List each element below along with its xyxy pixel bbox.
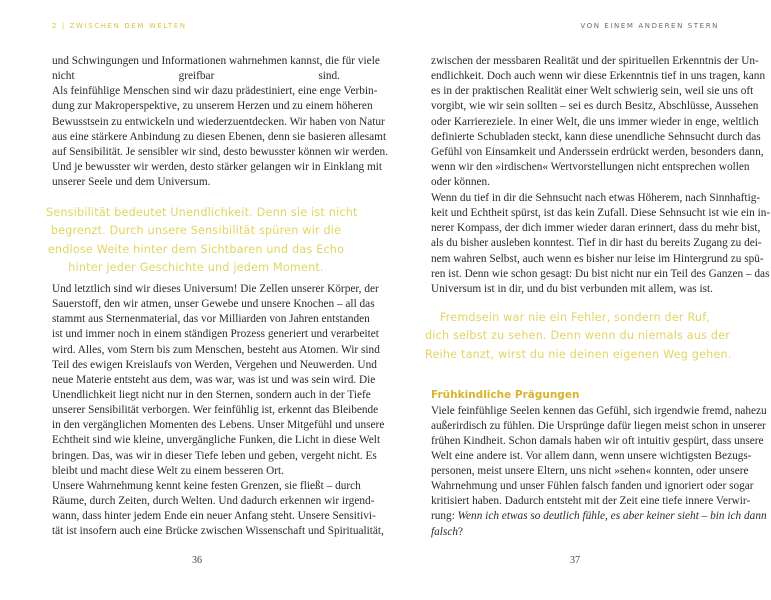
text-line: Sauerstoff, den wir atmen, unser Gewebe und unsere Knochen – all das <box>52 298 375 311</box>
text-line: oder Karriereziele. In einer Welt, die uns immer wieder in enge, weltlich <box>431 115 759 128</box>
text-line: außerirdisch zu fühlen. Die Ursprünge dafür liegen meist schon in unserer <box>431 419 766 432</box>
text-line: ren ist. Denn wie schon gesagt: Du bist nicht nur ein Teil des Ganzen – das <box>431 267 770 280</box>
text-segment: ? <box>458 525 464 538</box>
text-line: Wenn du tief in dir die Sehnsucht nach etwas Höherem, nach Sinnhaftig- <box>431 192 761 204</box>
text-line: Unendlichkeit liegt nicht nur in den Sternen, sondern auch in der Tiefe <box>52 388 371 401</box>
text-line: Universum ist in dir, und du bist verbunden mit allem, was ist. <box>431 282 713 295</box>
text-line: kritisiert haben. Dadurch entsteht mit der Zeit eine tiefe innere Verwir- <box>431 495 751 508</box>
text-line: personen, meist unsere Eltern, uns nicht »sehen« konnten, oder unsere <box>431 465 749 478</box>
text-line: und Schwingungen und Informationen wahrnehmen kannst, die für viele <box>52 55 380 67</box>
text-line: wird. Alles, vom Stern bis zum Menschen, besteht aus Atomen. Wir sind <box>52 343 380 356</box>
text-line: unserer Sensibilität verborgen. Wer feinfühlig ist, erkennt das Bleibende <box>52 404 379 417</box>
italic-text: Wenn ich etwas so deutlich fühle, es aber keiner sieht – bin ich dann <box>457 510 767 523</box>
text-line: Gefühl von Einsamkeit und Anderssein erdrückt werden, besonders dann, <box>431 145 764 158</box>
text-line: in den vergänglichen Momenten des Lebens. Unser Mitgefühl und unsere <box>52 419 385 432</box>
page-number: 37 <box>570 555 580 566</box>
page-number: 36 <box>192 555 202 566</box>
text-line: Wahrnehmung und unser Fühlen falsch fanden und ignoriert oder sogar <box>431 480 754 493</box>
quote-line: hinter jeder Geschichte und jedem Moment. <box>68 261 324 275</box>
text-line: zwischen der messbaren Realität und der spirituellen Erkenntnis der Un- <box>431 55 759 67</box>
body-paragraph <box>52 54 389 190</box>
right-page <box>385 0 771 600</box>
text-line: Teil des ewigen Kreislaufs von Werden, Vergehen und Neuwerden. Und <box>52 358 377 371</box>
body-paragraph <box>431 54 766 190</box>
text-line: Unsere Wahrnehmung kennt keine festen Grenzen, sie fließt – durch <box>52 479 361 492</box>
text-line: nem wahren Selbst, auch wenn es bisher nur leise im Hintergrund zu spü- <box>431 252 764 265</box>
quote-line: Fremdsein war nie ein Fehler, sondern der Ruf, <box>439 311 711 324</box>
text-line: es in der praktischen Realität einer Welt schwierig sein, weil sie uns oft <box>431 85 754 98</box>
running-head-left: 2 | ZWISCHEN DEM WELTEN <box>52 22 187 30</box>
text-line: aus eine stärkere Anbindung zu diesen Ebenen, denn sie basieren allesamt <box>52 130 387 143</box>
text-line: auf Sensibilität. Je sensibler wir sind, desto bewusster können wir werden. <box>52 145 389 158</box>
body-paragraph <box>431 191 771 297</box>
italic-text: falsch <box>431 525 458 538</box>
text-line: unserer Seele und dem Universum. <box>52 176 211 189</box>
text-line: Und je bewusster wir werden, desto stärker gelangen wir in Einklang mit <box>52 160 383 173</box>
text-line: keit und Echtheit spürst, ist das kein Zufall. Diese Sehnsucht ist wie ein in- <box>431 207 771 220</box>
text-line: Bewusstsein zu entwickeln und wiederzuentdecken. Wir haben von Natur <box>52 115 385 128</box>
text-line: nicht greifbar sind. <box>52 70 340 83</box>
pull-quote <box>425 309 732 364</box>
text-line: dung zur Makroperspektive, zu unserem Herzen und zu einem höheren <box>52 100 373 113</box>
text-line: Und letztlich sind wir dieses Universum! Die Zellen unserer Körper, der <box>52 283 379 295</box>
text-line: oder können. <box>431 176 490 189</box>
text-line: bleibt und macht diese Welt zu einem besseren Ort. <box>52 464 284 477</box>
text-line: stammt aus Sternenmaterial, das vor Milliarden von Jahren entstanden <box>52 313 370 326</box>
quote-line: Reihe tanzt, wirst du nie deinen eigenen Weg gehen. <box>425 347 732 361</box>
text-line: endlichkeit. Doch auch wenn wir diese Erkenntnis tief in uns tragen, kann <box>431 70 766 83</box>
text-line: frühen Kindheit. Schon damals haben wir oft intuitiv gespürt, dass unsere <box>431 434 764 447</box>
quote-line: dich selbst zu sehen. Denn wenn du niemals aus der <box>425 329 731 343</box>
text-line: wann, dass hinter jedem Ende ein neuer Anfang steht. Unsere Sensitivi- <box>52 509 376 522</box>
text-line: vorgibt, wie wir sein sollten – sei es durch Besitz, Abschlüsse, Aussehen <box>431 100 759 113</box>
text-line: Welt eine andere ist. Vor allem dann, wenn unsere wichtigsten Bezugs- <box>431 449 752 462</box>
text-line: Viele feinfühlige Seelen kennen das Gefühl, sich irgendwie fremd, nahezu <box>431 404 767 417</box>
body-paragraph <box>52 282 385 479</box>
quote-line: begrenzt. Durch unsere Sensibilität spüren wir die <box>50 224 342 238</box>
text-line <box>431 509 767 524</box>
quote-line: endlose Weite hinter dem Sichtbaren und das Echo <box>47 242 345 256</box>
text-line: bringen. Das, was wir in dieser Tiefe leben und geben, vergeht nicht. Es <box>52 449 377 462</box>
section-heading: Frühkindliche Prägungen <box>431 389 580 401</box>
text-line: tät ist insofern auch eine Brücke zwischen Wissenschaft und Spiritualität, <box>52 524 384 537</box>
text-line: ist und immer noch in einem ständigen Prozess generiert und verarbeitet <box>52 328 379 341</box>
text-line: Räume, durch Zeiten, durch Welten. Und dadurch erkennen wir irgend- <box>52 494 375 507</box>
body-paragraph <box>431 404 767 540</box>
text-line: nerer Kompass, der dich immer wieder daran erinnert, dass du mehr bist, <box>431 222 761 235</box>
text-line: Als feinfühlige Menschen sind wir dazu prädestiniert, eine enge Verbin- <box>52 85 378 98</box>
text-line <box>431 525 719 540</box>
body-paragraph <box>52 479 384 540</box>
text-line: neue Materie entsteht aus dem, was war, was ist und was sein wird. Die <box>52 373 376 386</box>
text-segment: rung: <box>431 510 458 523</box>
text-line: definierte Schubladen steckt, kann diese unendliche Sehnsucht durch das <box>431 130 761 143</box>
text-line: als du bisher ausleben konntest. Tief in dir hast du bereits Zugang zu dei- <box>431 237 762 250</box>
pull-quote <box>46 204 358 278</box>
text-line: wenn wir den »irdischen« Wertvorstellungen nicht entsprechen wollen <box>431 160 750 173</box>
running-head-right: VON EINEM ANDEREN STERN <box>580 22 719 30</box>
text-line: Echtheit sind wie kleine, unvergängliche Funken, die Licht in diese Welt <box>52 434 381 447</box>
quote-line: Sensibilität bedeutet Unendlichkeit. Denn sie ist nicht <box>46 206 358 219</box>
